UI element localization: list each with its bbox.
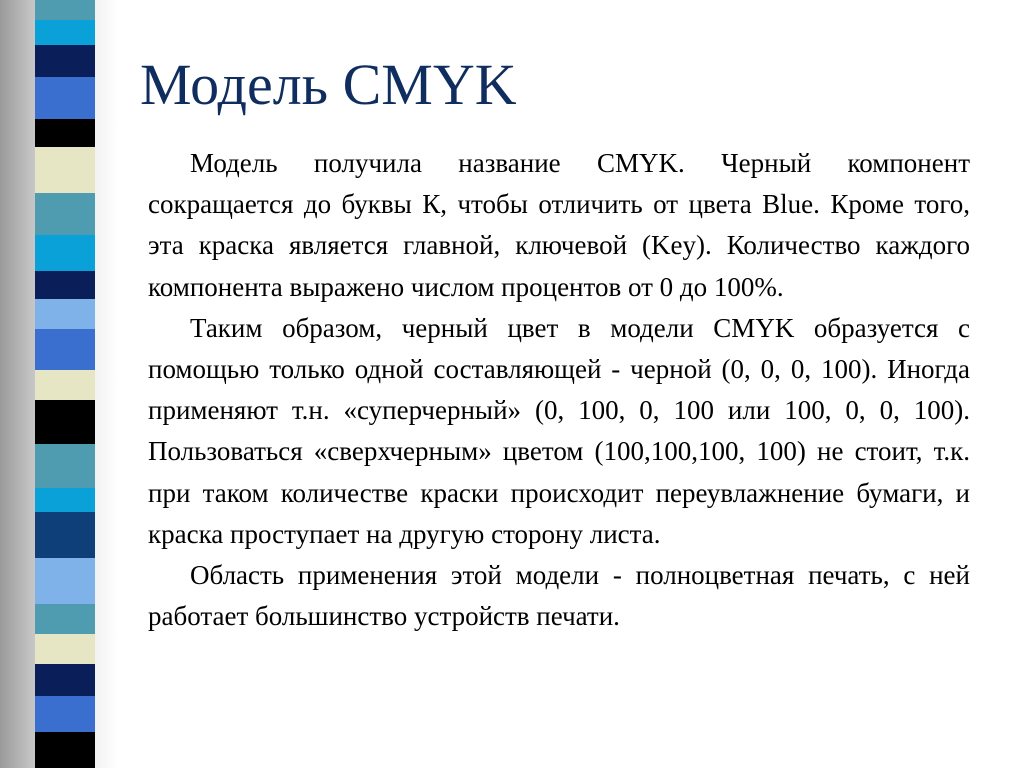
paragraph-cmyk-name: Модель получила название CMYK. Черный компонент сокращается до буквы К, чтобы отличить от цвета Blue. Кроме того, эта краска является главной, ключевой (Key). Количество каждого компонента выражено числом процентов от 0 до 100%.: [148, 148, 970, 302]
stripe: [35, 235, 95, 271]
stripe: [35, 512, 95, 558]
stripe: [35, 696, 95, 732]
stripe: [35, 45, 95, 77]
stripe: [35, 732, 95, 768]
stripe: [35, 271, 95, 299]
stripe: [35, 193, 95, 235]
stripe: [35, 444, 95, 488]
paragraph-black-color: Таким образом, черный цвет в модели CMYK образуется с помощью только одной составляющей - черной (0, 0, 0, 100). Иногда применяют т.н. «суперчерный» (0, 100, 0, 100 или 100, 0, 0, 100). Пользоваться «сверхчерным» цветом (100,100,100, 100) не стоит, т.к. при таком количестве краски происходит переувлажнение бумаги, и краска проступает на другую сторону листа.: [148, 312, 970, 549]
stripe: [35, 558, 95, 604]
stripe: [35, 77, 95, 119]
stripe-bar-graphic: [35, 0, 95, 768]
stripe: [35, 634, 95, 664]
stripe: [35, 329, 95, 370]
stripe: [35, 147, 95, 193]
stripe: [35, 299, 95, 329]
stripe: [35, 119, 95, 147]
stripe: [35, 604, 95, 634]
slide-body: [148, 143, 970, 637]
slide-title: Модель CMYK: [140, 52, 517, 117]
stripe: [35, 370, 95, 400]
decorative-stripe-bar: [35, 0, 95, 768]
paragraph-application: Область применения этой модели - полноцветная печать, с ней работает большинство устройств печати.: [148, 560, 970, 632]
stripe: [35, 400, 95, 444]
stripe: [35, 664, 95, 696]
stripe: [35, 0, 95, 20]
stripe: [35, 20, 95, 45]
stripe: [35, 488, 95, 512]
